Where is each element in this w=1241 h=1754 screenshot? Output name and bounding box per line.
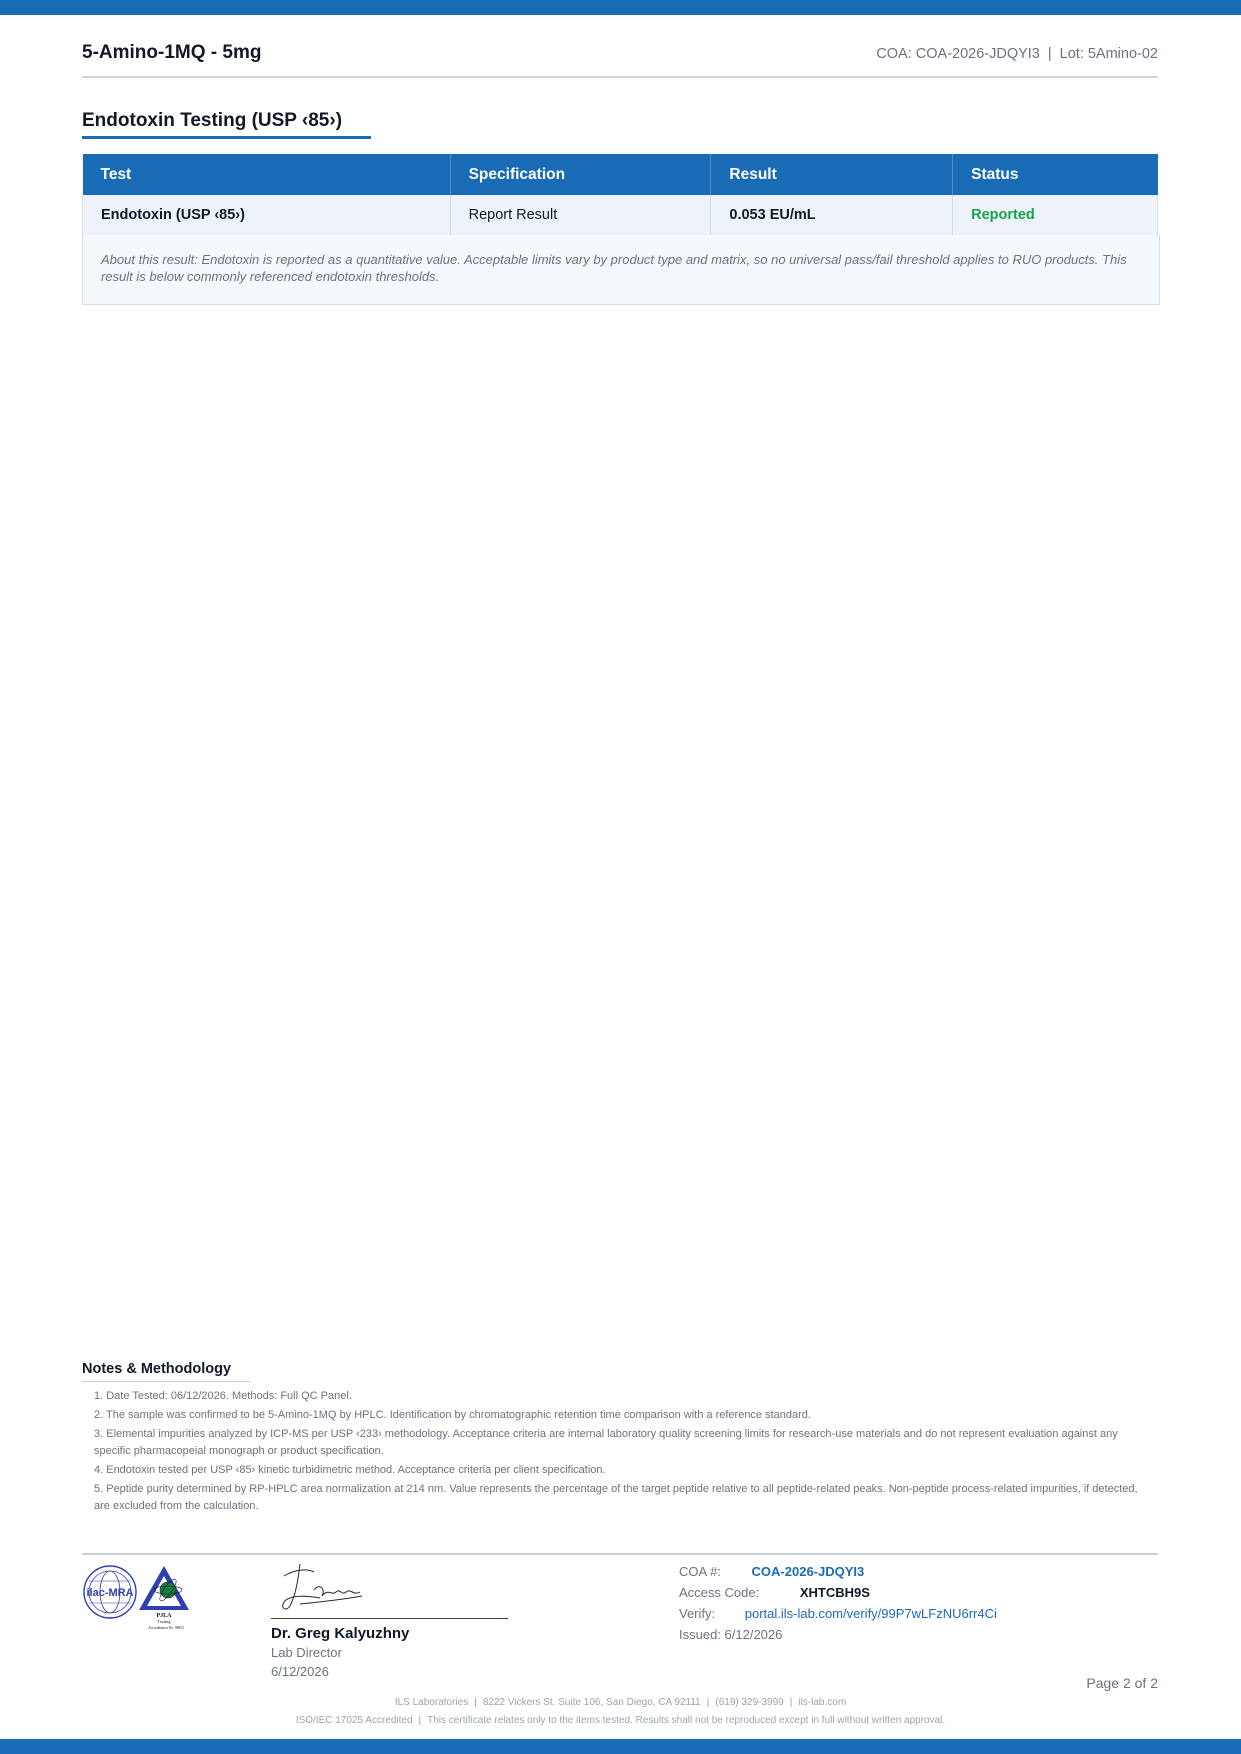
note-item: 4. Endotoxin tested per USP ‹85› kinetic turbidimetric method. Acceptance criteria per client specification. — [94, 1464, 606, 1476]
cell-result: 0.053 EU/mL — [711, 195, 953, 236]
page-header — [82, 38, 1158, 78]
verify-row — [679, 1606, 997, 1621]
note-item: 1. Date Tested: 06/12/2026. Methods: Full QC Panel. — [94, 1390, 352, 1402]
access-code-row — [679, 1585, 870, 1600]
header-coa-number: COA: COA-2026-JDQYI3 — [876, 46, 1040, 62]
signer-date: 6/12/2026 — [271, 1664, 329, 1679]
note-item: 2. The sample was confirmed to be 5-Amino-1MQ by HPLC. Identification by chromatographic retention time comparison with a reference standard. — [94, 1409, 811, 1421]
pjla-logo-text: PJLA — [156, 1613, 172, 1619]
header-lot-number: Lot: 5Amino-02 — [1059, 46, 1158, 62]
footer-separator: | — [418, 1715, 422, 1726]
pjla-accreditation-text: Accreditation No. 99823 — [148, 1626, 184, 1630]
footer-website[interactable]: ils-lab.com — [798, 1697, 847, 1708]
accreditation-logos — [82, 1564, 194, 1630]
footer-address-line — [0, 1697, 1241, 1708]
footer-disclaimer: This certificate relates only to the items tested. Results shall not be reproduced except in full without written approval. — [427, 1715, 946, 1726]
coa-number-row — [679, 1564, 864, 1579]
access-code-value: XHTCBH9S — [799, 1585, 870, 1600]
ilac-mra-logo — [84, 1566, 136, 1618]
access-code-label: Access Code: — [679, 1585, 760, 1600]
result-note: About this result: Endotoxin is reported as a quantitative value. Acceptable limits vary by product type and matrix, so no universal pass/fail threshold applies to RUO products. This result is below commonly referenced endotoxin thresholds. — [82, 235, 1160, 305]
verify-link[interactable]: portal.ils-lab.com/verify/99P7wLFzNU6rr4Ci — [744, 1606, 997, 1621]
footer-separator: | — [474, 1697, 477, 1708]
table-row — [83, 195, 1158, 236]
column-header-test: Test — [83, 154, 451, 195]
ilac-logo-text: ilac-MRA — [86, 1587, 134, 1599]
notes-underline — [82, 1381, 250, 1382]
footer-accreditation: ISO/IEC 17025 Accredited — [295, 1715, 413, 1726]
issued-date: Issued: 6/12/2026 — [679, 1627, 783, 1642]
notes-title: Notes & Methodology — [82, 1361, 232, 1377]
results-table — [82, 154, 1158, 236]
bottom-accent-bar — [0, 1739, 1241, 1754]
section-underline — [82, 136, 371, 139]
pjla-logo — [139, 1566, 189, 1630]
coa-lot-meta — [876, 46, 1158, 62]
footer-divider — [82, 1553, 1158, 1555]
column-header-specification: Specification — [450, 154, 711, 195]
table-header-row — [83, 154, 1158, 195]
signature-image — [270, 1560, 370, 1612]
column-header-result: Result — [711, 154, 953, 195]
section-title: Endotoxin Testing (USP ‹85›) — [82, 110, 343, 131]
footer-address: 8222 Vickers St. Suite 106, San Diego, CA 92111 — [482, 1697, 701, 1708]
coa-number-label: COA #: — [679, 1564, 721, 1579]
footer-phone: (619) 329-3999 — [715, 1697, 784, 1708]
column-header-status: Status — [953, 154, 1158, 195]
footer-separator: | — [789, 1697, 793, 1708]
footer-disclaimer-line — [0, 1715, 1241, 1726]
notes-list — [94, 1388, 1154, 1517]
cell-test: Endotoxin (USP ‹85›) — [83, 195, 451, 236]
signer-role: Lab Director — [271, 1645, 342, 1660]
product-title: 5-Amino-1MQ - 5mg — [82, 42, 262, 63]
note-item: 3. Elemental impurities analyzed by ICP-MS per USP ‹233› methodology. Acceptance criteria are internal laboratory quality screening limits for research-use materials and do not represent evaluation against any specific pharmacopeial monograph or product specification. — [94, 1428, 1118, 1457]
top-accent-bar — [0, 0, 1241, 15]
footer-separator: | — [706, 1697, 710, 1708]
signer-name: Dr. Greg Kalyuzhny — [271, 1625, 410, 1642]
page-number: Page 2 of 2 — [1086, 1675, 1158, 1691]
cell-specification: Report Result — [450, 195, 711, 236]
coa-number-value: COA-2026-JDQYI3 — [751, 1564, 865, 1579]
footer-company: ILS Laboratories — [394, 1697, 469, 1708]
verify-label: Verify: — [679, 1606, 716, 1621]
signature-line — [271, 1618, 508, 1619]
note-item: 5. Peptide purity determined by RP-HPLC area normalization at 214 nm. Value represents the percentage of the target peptide relative to all peptide-related peaks. Non-peptide process-related impurities, if detected, are excluded from the calculation. — [94, 1483, 1138, 1512]
cell-status: Reported — [953, 195, 1158, 236]
pjla-logo-subtext: Testing — [157, 1619, 171, 1624]
header-separator: | — [1047, 46, 1052, 62]
